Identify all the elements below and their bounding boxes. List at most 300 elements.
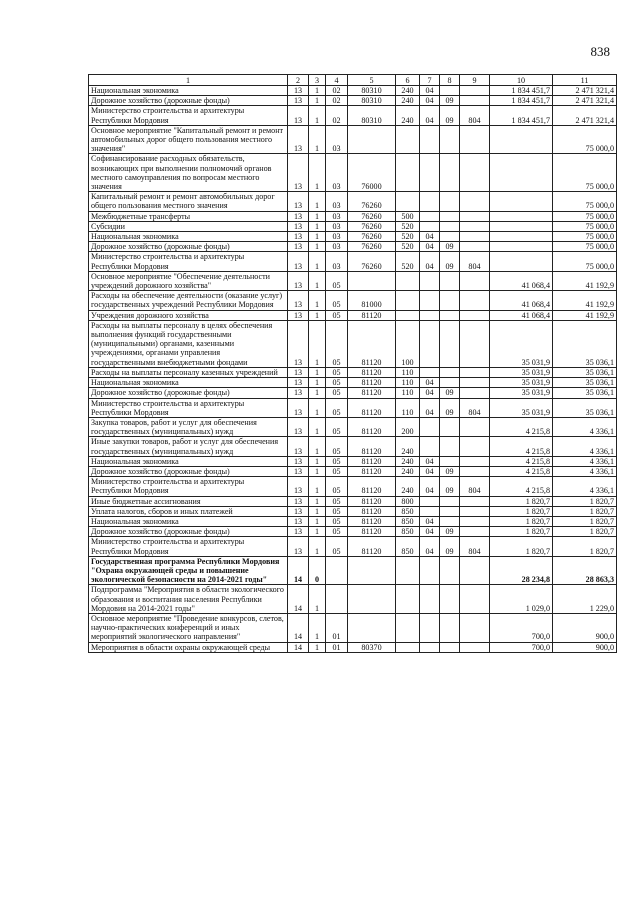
cell-c4: 05 xyxy=(326,466,348,476)
cell-c8 xyxy=(440,310,460,320)
table-row xyxy=(89,466,617,476)
cell-c7 xyxy=(420,310,440,320)
cell-c6 xyxy=(396,192,420,211)
cell-c5: 76260 xyxy=(348,242,396,252)
cell-c11: 2 471 321,4 xyxy=(553,106,617,125)
cell-c10 xyxy=(490,154,553,192)
cell-c3: 1 xyxy=(309,506,326,516)
cell-c8 xyxy=(440,192,460,211)
cell-c7: 04 xyxy=(420,527,440,537)
cell-c2: 13 xyxy=(288,477,309,496)
cell-c7 xyxy=(420,613,440,642)
cell-c6: 240 xyxy=(396,437,420,456)
cell-c7: 04 xyxy=(420,477,440,496)
cell-c4: 03 xyxy=(326,242,348,252)
cell-c11: 4 336,1 xyxy=(553,456,617,466)
table-row xyxy=(89,477,617,496)
cell-c5: 76260 xyxy=(348,221,396,231)
cell-c7: 04 xyxy=(420,106,440,125)
cell-c11: 1 820,7 xyxy=(553,516,617,526)
cell-c7: 04 xyxy=(420,242,440,252)
cell-c9 xyxy=(460,291,490,310)
cell-c5: 81120 xyxy=(348,456,396,466)
cell-c5: 76260 xyxy=(348,252,396,271)
cell-c4: 03 xyxy=(326,211,348,221)
cell-c8 xyxy=(440,506,460,516)
cell-c10: 1 029,0 xyxy=(490,585,553,614)
cell-c5: 81120 xyxy=(348,516,396,526)
cell-c11: 75 000,0 xyxy=(553,252,617,271)
row-name: Основное мероприятие "Проведение конкурсов, слетов, научно-практических конференций и иных мероприятий экологического направления" xyxy=(89,613,288,642)
cell-c2: 14 xyxy=(288,642,309,652)
cell-c10: 1 834 451,7 xyxy=(490,96,553,106)
table-row xyxy=(89,585,617,614)
cell-c6: 520 xyxy=(396,232,420,242)
cell-c5: 81120 xyxy=(348,320,396,367)
cell-c7 xyxy=(420,221,440,231)
cell-c3: 1 xyxy=(309,125,326,154)
cell-c8: 09 xyxy=(440,388,460,398)
cell-c3: 1 xyxy=(309,585,326,614)
cell-c11: 1 820,7 xyxy=(553,527,617,537)
cell-c9 xyxy=(460,232,490,242)
cell-c8 xyxy=(440,221,460,231)
table-row xyxy=(89,516,617,526)
cell-c5: 76260 xyxy=(348,232,396,242)
table-row xyxy=(89,642,617,652)
cell-c5 xyxy=(348,556,396,585)
cell-c6: 110 xyxy=(396,388,420,398)
cell-c3: 1 xyxy=(309,417,326,436)
cell-c7 xyxy=(420,437,440,456)
cell-c6 xyxy=(396,125,420,154)
cell-c7: 04 xyxy=(420,86,440,96)
table-row xyxy=(89,125,617,154)
cell-c5: 81120 xyxy=(348,310,396,320)
row-name: Министерство строительства и архитектуры Республики Мордовия xyxy=(89,537,288,556)
cell-c8 xyxy=(440,291,460,310)
cell-c8 xyxy=(440,516,460,526)
cell-c2: 14 xyxy=(288,585,309,614)
table-header-row xyxy=(89,75,617,86)
cell-c7: 04 xyxy=(420,398,440,417)
cell-c4: 05 xyxy=(326,271,348,290)
cell-c8 xyxy=(440,437,460,456)
cell-c11: 75 000,0 xyxy=(553,242,617,252)
cell-c3: 1 xyxy=(309,398,326,417)
row-name: Национальная экономика xyxy=(89,516,288,526)
cell-c2: 13 xyxy=(288,378,309,388)
cell-c2: 13 xyxy=(288,125,309,154)
table-row xyxy=(89,388,617,398)
cell-c10 xyxy=(490,192,553,211)
column-header: 4 xyxy=(326,75,348,86)
cell-c9: 804 xyxy=(460,537,490,556)
cell-c8 xyxy=(440,417,460,436)
row-name: Межбюджетные трансферты xyxy=(89,211,288,221)
cell-c6 xyxy=(396,556,420,585)
row-name: Основное мероприятие "Капитальный ремонт и ремонт автомобильных дорог общего пользования местного значения" xyxy=(89,125,288,154)
column-header: 1 xyxy=(89,75,288,86)
cell-c8 xyxy=(440,271,460,290)
cell-c8 xyxy=(440,232,460,242)
cell-c9: 804 xyxy=(460,398,490,417)
cell-c6: 240 xyxy=(396,86,420,96)
cell-c11: 35 036,1 xyxy=(553,367,617,377)
cell-c9 xyxy=(460,192,490,211)
column-header: 8 xyxy=(440,75,460,86)
cell-c8 xyxy=(440,585,460,614)
cell-c4: 02 xyxy=(326,106,348,125)
cell-c9 xyxy=(460,516,490,526)
cell-c7 xyxy=(420,154,440,192)
cell-c6: 800 xyxy=(396,496,420,506)
cell-c7 xyxy=(420,506,440,516)
cell-c7 xyxy=(420,125,440,154)
cell-c10: 4 215,8 xyxy=(490,456,553,466)
cell-c5: 81120 xyxy=(348,466,396,476)
cell-c9 xyxy=(460,96,490,106)
cell-c8 xyxy=(440,556,460,585)
cell-c6: 240 xyxy=(396,477,420,496)
cell-c6: 100 xyxy=(396,320,420,367)
column-header: 10 xyxy=(490,75,553,86)
cell-c4: 01 xyxy=(326,642,348,652)
cell-c6: 240 xyxy=(396,106,420,125)
cell-c11: 41 192,9 xyxy=(553,310,617,320)
cell-c5: 81120 xyxy=(348,477,396,496)
row-name: Расходы на выплаты персоналу казенных учреждений xyxy=(89,367,288,377)
cell-c10: 1 820,7 xyxy=(490,527,553,537)
cell-c10: 41 068,4 xyxy=(490,310,553,320)
table-row xyxy=(89,527,617,537)
cell-c3: 1 xyxy=(309,456,326,466)
cell-c10: 1 820,7 xyxy=(490,537,553,556)
cell-c5: 81120 xyxy=(348,537,396,556)
cell-c8: 09 xyxy=(440,537,460,556)
row-name: Уплата налогов, сборов и иных платежей xyxy=(89,506,288,516)
table-row xyxy=(89,417,617,436)
cell-c8 xyxy=(440,378,460,388)
cell-c5: 80310 xyxy=(348,86,396,96)
row-name: Министерство строительства и архитектуры Республики Мордовия xyxy=(89,477,288,496)
cell-c3: 1 xyxy=(309,437,326,456)
cell-c9: 804 xyxy=(460,106,490,125)
cell-c4: 05 xyxy=(326,477,348,496)
table-row xyxy=(89,221,617,231)
cell-c8: 09 xyxy=(440,252,460,271)
table-row xyxy=(89,456,617,466)
cell-c3: 0 xyxy=(309,556,326,585)
cell-c5: 81120 xyxy=(348,437,396,456)
cell-c8 xyxy=(440,496,460,506)
cell-c7: 04 xyxy=(420,537,440,556)
cell-c3: 1 xyxy=(309,378,326,388)
cell-c8: 09 xyxy=(440,96,460,106)
page-number: 838 xyxy=(590,44,610,59)
cell-c11: 75 000,0 xyxy=(553,192,617,211)
cell-c2: 13 xyxy=(288,242,309,252)
cell-c5 xyxy=(348,125,396,154)
cell-c3: 1 xyxy=(309,527,326,537)
row-name: Иные закупки товаров, работ и услуг для обеспечения государственных (муниципальных) нужд xyxy=(89,437,288,456)
cell-c5: 80310 xyxy=(348,96,396,106)
cell-c4: 03 xyxy=(326,221,348,231)
cell-c4: 05 xyxy=(326,310,348,320)
cell-c11: 4 336,1 xyxy=(553,466,617,476)
cell-c8: 09 xyxy=(440,106,460,125)
table-row xyxy=(89,506,617,516)
cell-c10: 4 215,8 xyxy=(490,477,553,496)
cell-c5 xyxy=(348,585,396,614)
cell-c8 xyxy=(440,320,460,367)
cell-c2: 13 xyxy=(288,154,309,192)
cell-c10: 41 068,4 xyxy=(490,271,553,290)
cell-c3: 1 xyxy=(309,477,326,496)
table-row xyxy=(89,106,617,125)
cell-c9 xyxy=(460,456,490,466)
cell-c11: 900,0 xyxy=(553,642,617,652)
cell-c9 xyxy=(460,388,490,398)
cell-c9 xyxy=(460,437,490,456)
cell-c4: 05 xyxy=(326,388,348,398)
cell-c4: 05 xyxy=(326,367,348,377)
cell-c3: 1 xyxy=(309,221,326,231)
cell-c6 xyxy=(396,271,420,290)
row-name: Субсидии xyxy=(89,221,288,231)
cell-c4: 05 xyxy=(326,291,348,310)
table-row xyxy=(89,211,617,221)
cell-c9 xyxy=(460,496,490,506)
cell-c7 xyxy=(420,367,440,377)
cell-c4: 03 xyxy=(326,232,348,242)
cell-c10: 35 031,9 xyxy=(490,378,553,388)
cell-c4: 05 xyxy=(326,527,348,537)
cell-c5: 76000 xyxy=(348,154,396,192)
table-row xyxy=(89,96,617,106)
cell-c11: 2 471 321,4 xyxy=(553,86,617,96)
cell-c2: 13 xyxy=(288,96,309,106)
cell-c6 xyxy=(396,642,420,652)
row-name: Мероприятия в области охраны окружающей среды xyxy=(89,642,288,652)
row-name: Национальная экономика xyxy=(89,456,288,466)
table-row xyxy=(89,556,617,585)
row-name: Государственная программа Республики Мордовия "Охрана окружающей среды и повышение экологической безопасности на 2014-2021 годы" xyxy=(89,556,288,585)
cell-c5: 81120 xyxy=(348,527,396,537)
table-row xyxy=(89,252,617,271)
table-row xyxy=(89,613,617,642)
cell-c9 xyxy=(460,271,490,290)
cell-c9 xyxy=(460,585,490,614)
cell-c6 xyxy=(396,154,420,192)
cell-c3: 1 xyxy=(309,496,326,506)
cell-c11: 1 820,7 xyxy=(553,506,617,516)
table-row xyxy=(89,320,617,367)
cell-c11: 75 000,0 xyxy=(553,232,617,242)
cell-c3: 1 xyxy=(309,96,326,106)
cell-c5: 81000 xyxy=(348,291,396,310)
cell-c3: 1 xyxy=(309,613,326,642)
table-row xyxy=(89,232,617,242)
cell-c2: 13 xyxy=(288,291,309,310)
cell-c2: 13 xyxy=(288,466,309,476)
cell-c2: 13 xyxy=(288,320,309,367)
cell-c7 xyxy=(420,496,440,506)
column-header: 7 xyxy=(420,75,440,86)
cell-c10: 41 068,4 xyxy=(490,291,553,310)
cell-c9 xyxy=(460,417,490,436)
cell-c6: 850 xyxy=(396,527,420,537)
cell-c7 xyxy=(420,320,440,367)
column-header: 2 xyxy=(288,75,309,86)
cell-c5: 81120 xyxy=(348,367,396,377)
cell-c2: 13 xyxy=(288,232,309,242)
cell-c5: 80310 xyxy=(348,106,396,125)
cell-c11: 28 863,3 xyxy=(553,556,617,585)
cell-c4 xyxy=(326,585,348,614)
cell-c9: 804 xyxy=(460,252,490,271)
cell-c10: 35 031,9 xyxy=(490,320,553,367)
cell-c2: 13 xyxy=(288,192,309,211)
cell-c5: 81120 xyxy=(348,388,396,398)
cell-c6 xyxy=(396,585,420,614)
cell-c5: 81120 xyxy=(348,378,396,388)
cell-c2: 13 xyxy=(288,527,309,537)
cell-c2: 13 xyxy=(288,310,309,320)
cell-c10 xyxy=(490,252,553,271)
cell-c6: 110 xyxy=(396,367,420,377)
row-name: Дорожное хозяйство (дорожные фонды) xyxy=(89,388,288,398)
cell-c9 xyxy=(460,556,490,585)
cell-c6: 520 xyxy=(396,242,420,252)
cell-c6: 240 xyxy=(396,466,420,476)
cell-c4: 03 xyxy=(326,154,348,192)
cell-c9 xyxy=(460,320,490,367)
cell-c11: 4 336,1 xyxy=(553,477,617,496)
cell-c9 xyxy=(460,125,490,154)
cell-c3: 1 xyxy=(309,271,326,290)
cell-c5 xyxy=(348,271,396,290)
cell-c9 xyxy=(460,242,490,252)
cell-c5 xyxy=(348,613,396,642)
cell-c2: 14 xyxy=(288,613,309,642)
cell-c11: 75 000,0 xyxy=(553,154,617,192)
cell-c6: 200 xyxy=(396,417,420,436)
column-header: 3 xyxy=(309,75,326,86)
cell-c9 xyxy=(460,642,490,652)
row-name: Национальная экономика xyxy=(89,378,288,388)
cell-c4: 03 xyxy=(326,252,348,271)
cell-c10: 35 031,9 xyxy=(490,398,553,417)
cell-c2: 13 xyxy=(288,106,309,125)
cell-c9 xyxy=(460,310,490,320)
cell-c3: 1 xyxy=(309,252,326,271)
cell-c2: 13 xyxy=(288,496,309,506)
cell-c8: 09 xyxy=(440,398,460,417)
cell-c9 xyxy=(460,367,490,377)
cell-c2: 13 xyxy=(288,271,309,290)
cell-c3: 1 xyxy=(309,310,326,320)
table-row xyxy=(89,291,617,310)
cell-c9 xyxy=(460,527,490,537)
cell-c4: 05 xyxy=(326,516,348,526)
cell-c2: 13 xyxy=(288,398,309,417)
cell-c8: 09 xyxy=(440,527,460,537)
cell-c11: 1 229,0 xyxy=(553,585,617,614)
cell-c4: 05 xyxy=(326,506,348,516)
cell-c10 xyxy=(490,232,553,242)
cell-c10: 35 031,9 xyxy=(490,367,553,377)
cell-c2: 13 xyxy=(288,221,309,231)
table-row xyxy=(89,271,617,290)
row-name: Закупка товаров, работ и услуг для обеспечения государственных (муниципальных) нужд xyxy=(89,417,288,436)
cell-c6 xyxy=(396,291,420,310)
cell-c10: 4 215,8 xyxy=(490,466,553,476)
cell-c3: 1 xyxy=(309,516,326,526)
cell-c11: 4 336,1 xyxy=(553,437,617,456)
table-row xyxy=(89,398,617,417)
cell-c9 xyxy=(460,154,490,192)
cell-c5: 80370 xyxy=(348,642,396,652)
column-header: 9 xyxy=(460,75,490,86)
cell-c6: 850 xyxy=(396,537,420,556)
cell-c6: 240 xyxy=(396,96,420,106)
cell-c9 xyxy=(460,613,490,642)
cell-c3: 1 xyxy=(309,242,326,252)
cell-c2: 13 xyxy=(288,516,309,526)
cell-c4: 05 xyxy=(326,496,348,506)
cell-c3: 1 xyxy=(309,192,326,211)
cell-c3: 1 xyxy=(309,154,326,192)
row-name: Дорожное хозяйство (дорожные фонды) xyxy=(89,242,288,252)
cell-c11: 35 036,1 xyxy=(553,320,617,367)
cell-c8 xyxy=(440,211,460,221)
cell-c8 xyxy=(440,613,460,642)
cell-c8 xyxy=(440,154,460,192)
cell-c11: 75 000,0 xyxy=(553,221,617,231)
cell-c4: 02 xyxy=(326,96,348,106)
cell-c9 xyxy=(460,378,490,388)
cell-c10: 700,0 xyxy=(490,642,553,652)
cell-c11: 4 336,1 xyxy=(553,417,617,436)
cell-c8: 09 xyxy=(440,242,460,252)
cell-c8: 09 xyxy=(440,466,460,476)
column-header: 6 xyxy=(396,75,420,86)
cell-c8 xyxy=(440,642,460,652)
row-name: Расходы на обеспечение деятельности (оказание услуг) государственных учреждений Республики Мордовия xyxy=(89,291,288,310)
cell-c5: 81120 xyxy=(348,417,396,436)
cell-c10: 1 820,7 xyxy=(490,516,553,526)
cell-c10: 4 215,8 xyxy=(490,417,553,436)
row-name: Подпрограмма "Мероприятия в области экологического образования и воспитания населения Республики Мордовия на 2014-2021 годы" xyxy=(89,585,288,614)
cell-c3: 1 xyxy=(309,86,326,96)
cell-c9 xyxy=(460,506,490,516)
cell-c9 xyxy=(460,211,490,221)
cell-c5: 76260 xyxy=(348,211,396,221)
cell-c4: 03 xyxy=(326,192,348,211)
table-row xyxy=(89,496,617,506)
cell-c2: 13 xyxy=(288,456,309,466)
row-name: Учреждения дорожного хозяйства xyxy=(89,310,288,320)
cell-c7: 04 xyxy=(420,388,440,398)
cell-c6: 520 xyxy=(396,252,420,271)
cell-c10 xyxy=(490,211,553,221)
cell-c11: 2 471 321,4 xyxy=(553,96,617,106)
cell-c11: 35 036,1 xyxy=(553,388,617,398)
cell-c10: 35 031,9 xyxy=(490,388,553,398)
cell-c8 xyxy=(440,86,460,96)
cell-c7 xyxy=(420,642,440,652)
